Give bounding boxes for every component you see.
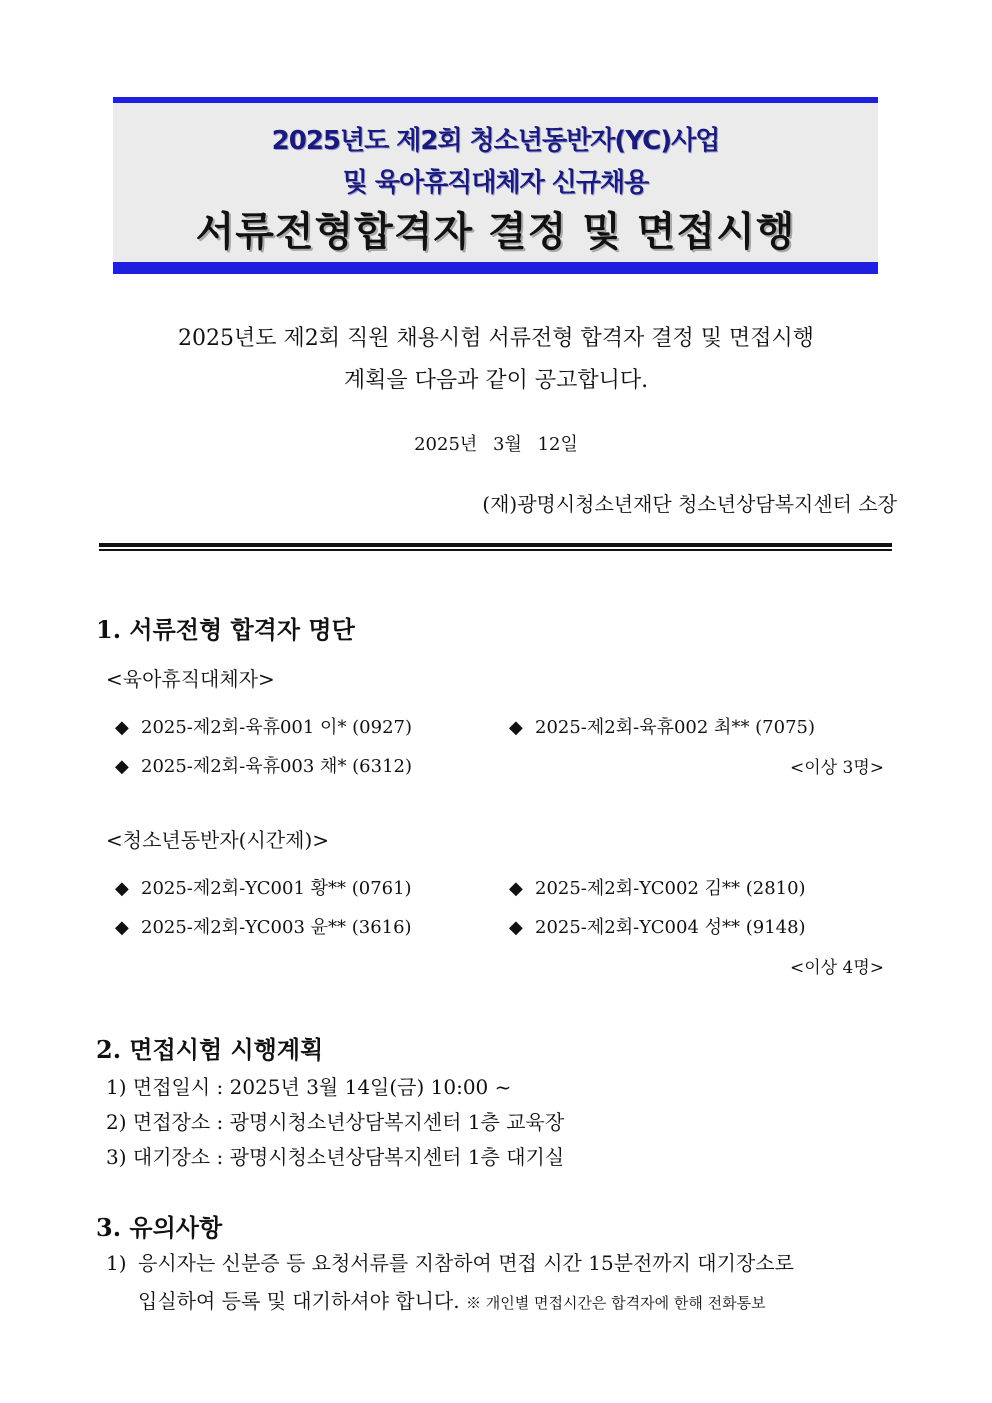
notice-remark: ※ 개인별 면접시간은 합격자에 한해 전화통보: [465, 1294, 766, 1312]
intro-paragraph: [100, 318, 892, 402]
title-line-2: 및 육아휴직대체자 신규채용: [342, 168, 649, 198]
notice-line-1: 응시자는 신분증 등 요청서류를 지참하여 면접 시간 15분전까지 대기장소로: [138, 1251, 794, 1275]
black-diamond-icon: ◆: [115, 917, 129, 938]
title-box: [113, 97, 878, 274]
waiting-location: 3) 대기장소 : 광명시청소년상담복지센터 1층 대기실: [106, 1145, 565, 1169]
divider-thin: [99, 549, 892, 551]
black-diamond-icon: ◆: [115, 756, 129, 777]
intro-line-1: 2025년도 제2회 직원 채용시험 서류전형 합격자 결정 및 면접시행: [178, 326, 814, 351]
black-diamond-icon: ◆: [509, 917, 523, 938]
section-2-title: 2. 면접시험 시행계획: [96, 1035, 324, 1064]
list-item: ◆ 2025-제2회-육휴001 이* (0927): [115, 717, 413, 738]
section-3-title: 3. 유의사항: [96, 1213, 223, 1242]
notice-line-2: 입실하여 등록 및 대기하셔야 합니다. ※ 개인별 면접시간은 합격자에 한해 전화통보: [138, 1289, 766, 1313]
group-label-youth-companion: <청소년동반자(시간제)>: [106, 828, 330, 852]
list-item: ◆ 2025-제2회-육휴002 최** (7075): [509, 717, 816, 738]
group-2-count: <이상 4명>: [790, 958, 884, 978]
divider-thick: [99, 543, 892, 547]
intro-line-2: 계획을 다음과 같이 공고합니다.: [343, 368, 649, 393]
announcement-date: 2025년 3월 12일: [414, 434, 578, 455]
issuing-organization: (재)광명시청소년재단 청소년상담복지센터 소장: [482, 492, 897, 516]
group-1-count: <이상 3명>: [790, 758, 884, 778]
list-item: ◆ 2025-제2회-육휴003 채* (6312): [115, 756, 413, 777]
notice-number: 1): [106, 1251, 127, 1275]
interview-location: 2) 면접장소 : 광명시청소년상담복지센터 1층 교육장: [106, 1110, 565, 1134]
section-1-title: 1. 서류전형 합격자 명단: [96, 615, 355, 644]
interview-datetime: 1) 면접일시 : 2025년 3월 14일(금) 10:00 ~: [106, 1075, 512, 1099]
black-diamond-icon: ◆: [509, 878, 523, 899]
list-item: ◆ 2025-제2회-YC003 윤** (3616): [115, 917, 412, 938]
title-line-1: 2025년도 제2회 청소년동반자(YC)사업: [271, 126, 720, 156]
black-diamond-icon: ◆: [115, 878, 129, 899]
main-title: 서류전형합격자 결정 및 면접시행: [195, 209, 796, 255]
black-diamond-icon: ◆: [509, 717, 523, 738]
list-item: ◆ 2025-제2회-YC002 김** (2810): [509, 878, 806, 899]
list-item: ◆ 2025-제2회-YC001 황** (0761): [115, 878, 412, 899]
list-item: ◆ 2025-제2회-YC004 성** (9148): [509, 917, 806, 938]
group-label-childcare-substitute: <육아휴직대체자>: [106, 667, 275, 691]
black-diamond-icon: ◆: [115, 717, 129, 738]
